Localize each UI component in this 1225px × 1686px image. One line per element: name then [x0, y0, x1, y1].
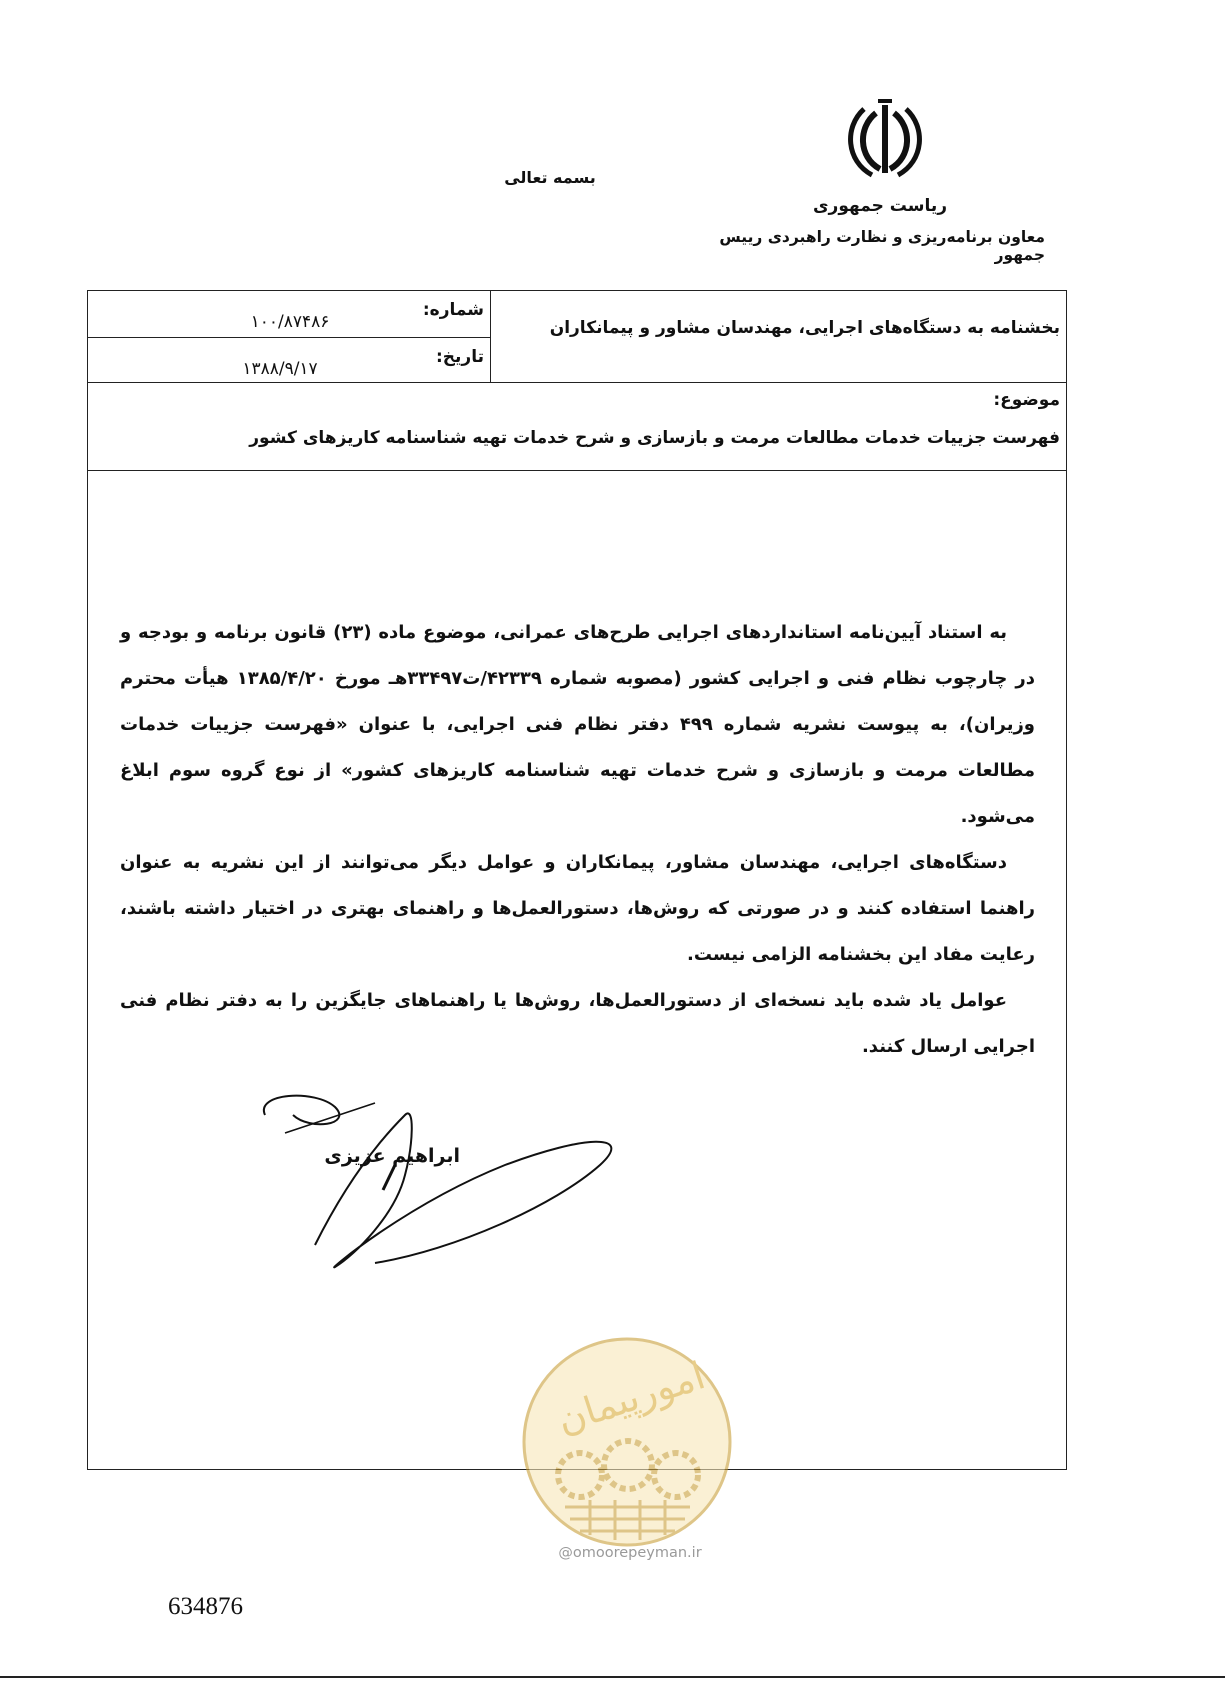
body-paragraph-1 [120, 610, 1035, 840]
organization-title: ریاست جمهوری [812, 196, 948, 216]
document-number: 634876 [168, 1593, 243, 1620]
organization-stamp-seal [520, 1335, 735, 1550]
date-value: ۱۳۸۸/۹/۱۷ [242, 359, 318, 379]
handwritten-signature [255, 1085, 635, 1285]
recipient-line: بخشنامه به دستگاه‌های اجرایی، مهندسان مشاور و پیمانکاران [549, 318, 1060, 338]
letter-body [120, 610, 1035, 1070]
subject-label: موضوع: [993, 390, 1060, 410]
watermark-handle: @omoorepeyman.ir [558, 1545, 702, 1561]
publication-title: فهرست جزییات خدمات مطالعات مرمت و بازسازی و شرح خدمات تهیه شناسنامه کاریزهای کشور [120, 714, 1035, 781]
body-paragraph-1-text: به استناد آیین‌نامه استانداردهای اجرایی طرح‌های عمرانی، موضوع ماده (۲۳) قانون برنامه و بودجه و در چارچوب نظام فنی و اجرایی کشور (مصوبه شماره ۴۲۳۳۹/ت۳۳۴۹۷هـ مورخ ۱۳۸۵/۴/۲۰ هیأت محترم وزیران)، به پیوست نشریه شماره ۴۹۹ دفتر نظام فنی اجرایی، با عنوان « [120, 622, 1036, 735]
number-value: ۱۰۰/۸۷۴۸۶ [250, 312, 330, 332]
header-divider [87, 382, 1067, 383]
svg-text:امورپیمان: امورپیمان [551, 1353, 711, 1443]
subject-divider [87, 470, 1067, 471]
number-label: شماره: [422, 300, 484, 320]
body-paragraph-3: عوامل یاد شده باید نسخه‌ای از دستورالعمل‌ها، روش‌ها یا راهنماهای جایگزین را به دفتر نظام فنی اجرایی ارسال کنند. [120, 990, 1035, 1057]
meta-column-divider [490, 290, 491, 382]
organization-subtitle: معاون برنامه‌ریزی و نظارت راهبردی رییس جمهور [719, 228, 1045, 264]
subject-text: فهرست جزییات خدمات مطالعات مرمت و بازسازی و شرح خدمات تهیه شناسنامه کاریزهای کشور [249, 428, 1060, 448]
signer-name: ابراهیم عزیزی [324, 1145, 460, 1167]
meta-row-divider [87, 337, 490, 338]
bismillah-heading: بسمه تعالی [504, 168, 596, 187]
bottom-rule [0, 1676, 1225, 1678]
body-paragraph-1-tail: » از نوع گروه سوم ابلاغ می‌شود. [120, 760, 1035, 827]
body-paragraph-2: دستگاه‌های اجرایی، مهندسان مشاور، پیمانکاران و عوامل دیگر می‌توانند از این نشریه به عنوان راهنما استفاده کنند و در صورتی که روش‌ها، دستورالعمل‌ها و راهنمای بهتری در اختیار داشته باشند، رعایت مفاد این بخشنامه الزامی نیست. [120, 852, 1035, 965]
date-label: تاریخ: [436, 347, 484, 367]
iran-emblem-icon [840, 95, 930, 185]
